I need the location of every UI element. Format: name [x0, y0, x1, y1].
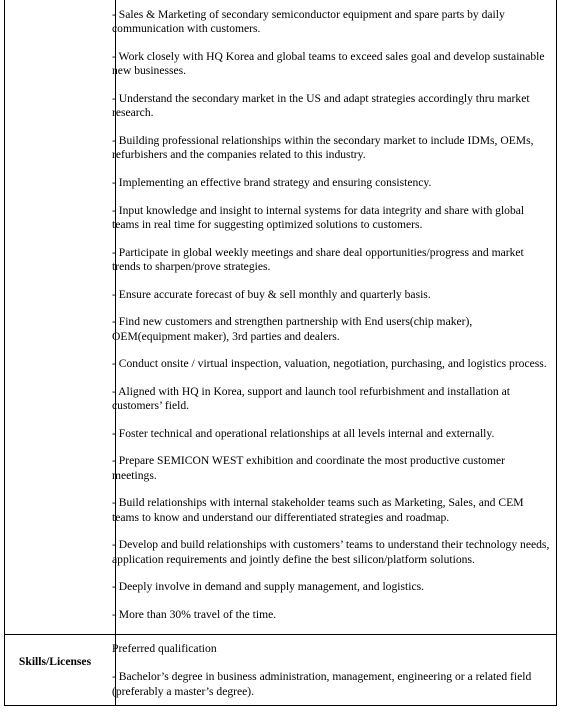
duty-item: - Building professional relationships within the secondary market to include IDMs, OEMs, refurbishers and the companies related to this industry. — [112, 134, 534, 162]
duty-item: - More than 30% travel of the time. — [112, 607, 277, 621]
duty-item: - Foster technical and operational relationships at all levels internal and externally. — [112, 426, 495, 440]
duty-item: - Find new customers and strengthen partnership with End users(chip maker), OEM(equipment maker), 3rd parties and dealers. — [112, 315, 473, 343]
qualification-item: - Bachelor’s degree in business administration, management, engineering or a related field (preferably a master’s degree). — [112, 670, 532, 698]
duty-item: - Prepare SEMICON WEST exhibition and coordinate the most productive customer meetings. — [112, 454, 506, 482]
skills-licenses-label: Skills/Licenses — [18, 655, 92, 668]
duties-cell — [112, 8, 550, 636]
duty-item: - Develop and build relationships with customers’ teams to understand their technology needs, application requirements and jointly define the best silicon/platform solutions. — [112, 538, 550, 566]
duty-item: - Sales & Marketing of secondary semiconductor equipment and spare parts by daily communication with customers. — [112, 8, 505, 36]
duty-item: - Participate in global weekly meetings and share deal opportunities/progress and market trends to sharpen/prove strategies. — [112, 245, 524, 273]
duty-item: - Aligned with HQ in Korea, support and launch tool refurbishment and installation at customers’ field. — [112, 384, 510, 413]
duty-item: - Deeply involve in demand and supply management, and logistics. — [112, 580, 424, 594]
duty-item: - Input knowledge and insight to internal systems for data integrity and share with global teams in real time for suggesting optimized solutions to customers. — [112, 203, 525, 231]
preferred-qualification-heading: Preferred qualification — [112, 642, 217, 655]
duty-item: - Build relationships with internal stakeholder teams such as Marketing, Sales, and CEM teams to know and understand our differentiated strategies and roadmap. — [112, 496, 524, 524]
duty-item: - Implementing an effective brand strategy and ensuring consistency. — [112, 176, 432, 189]
duty-item: - Ensure accurate forecast of buy & sell monthly and quarterly basis. — [112, 287, 431, 301]
duty-item: - Understand the secondary market in the US and adapt strategies accordingly thru market research. — [112, 92, 530, 120]
skills-cell — [112, 642, 550, 712]
duty-item: - Conduct onsite / virtual inspection, valuation, negotiation, purchasing, and logistics process. — [112, 357, 547, 371]
duty-item: - Work closely with HQ Korea and global teams to exceed sales goal and develop sustainable new businesses. — [112, 50, 545, 78]
